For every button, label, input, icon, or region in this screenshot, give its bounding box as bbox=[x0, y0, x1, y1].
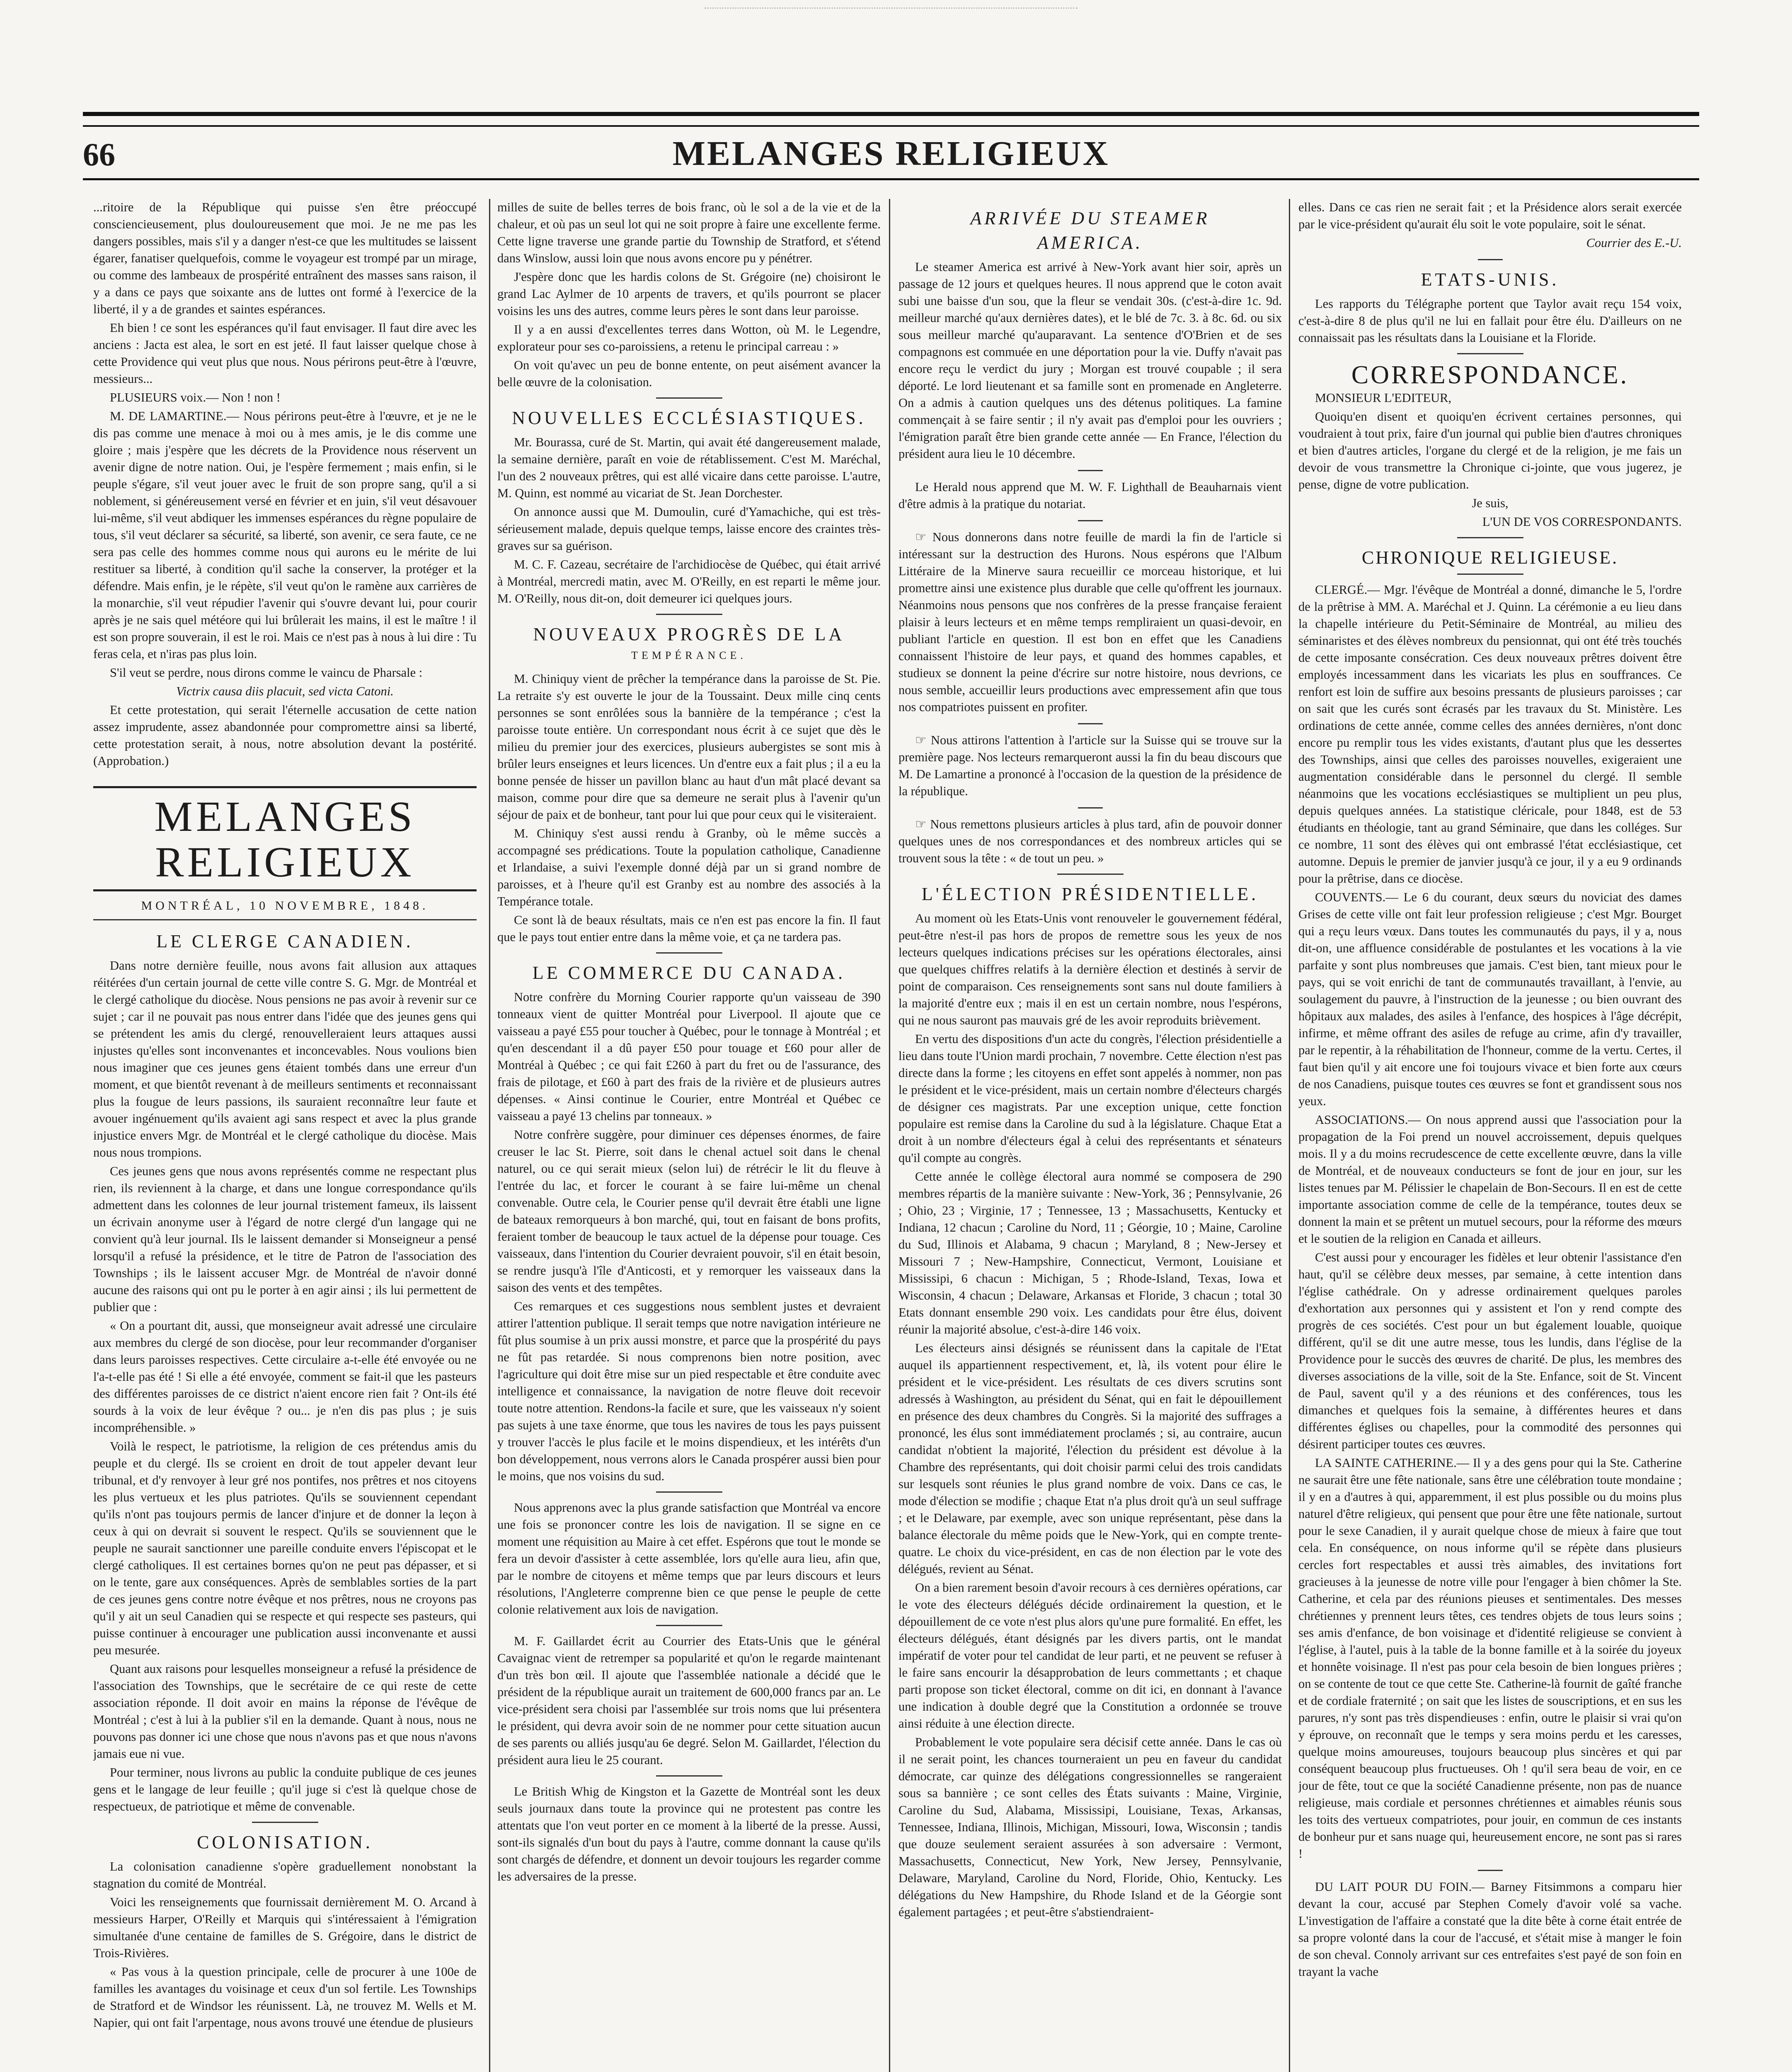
separator bbox=[1057, 874, 1124, 875]
notice-paragraph: ☞ Nous donnerons dans notre feuille de mardi la fin de l'article si intéressant sur la destruction des Hurons. Nous espérons que l'Album Littéraire de la Minerve saura recueillir ce morceau historique, et lui promettre ainsi une existence plus durable que celle qu'offrent les journaux. Néanmoins nous pensons que nos confrères de la presse française feraient plaisir à leurs lecteurs et en même temps rempliraient un quasi-devoir, en publiant l'article en question. Il est bon en effet que les Canadiens connaissent l'histoire de leur pays, et quand des hommes capables, et studieux se donnent la peine d'écrire sur notre histoire, nous devrions, ce nous semble, accueillir leurs productions avec empressement afin que tous nos compatriotes puissent en profiter. bbox=[898, 530, 1282, 714]
column-2 bbox=[497, 199, 881, 2072]
paragraph: Eh bien ! ce sont les espérances qu'il faut envisager. Il faut dire avec les anciens : Jacta est alea, le sort en est jeté. Il faut laisser quelque chose à cette Providence qui veut plus que nous. Nous périrons peut-être à l'œuvre, messieurs... bbox=[93, 321, 477, 386]
paragraph: CLERGÉ.— Mgr. l'évêque de Montréal a donné, dimanche le 5, l'ordre de la prêtrise à MM. A. Maréchal et J. Quinn. La cérémonie a eu lieu dans la chapelle intérieure du Petit-Séminaire de Montréal, au milieu des séminaristes et des élèves nombreux du pensionnat, qui ont été très touchés de cette imposante consécration. Ces deux nouveaux prêtres doivent être employés incessamment dans les vicariats les plus en souffrances. Ce renfort est loin de suffire aux besoins pressants de plusieurs paroisses ; car on sait que les curés sont écrasés par les travaux du St. Ministère. Les ordinations de cette année, comme celles des années dernières, n'ont donc encore pu remplir tous les vides existants, d'autant plus que les dessertes des Townships, ainsi que celles des paroisses nouvelles, exigeraient une augmentation considérable dans le personnel du clergé. Il semble néanmoins que les vocations ecclésiastiques se multiplient un peu plus, depuis quelques années. La statistique cléricale, pour 1848, est de 53 étudiants en théologie, tant au grand Séminaire, que dans les colléges. Sur ce nombre, 11 sont des élèves qui ont embrassé l'état ecclésiastique, cet automne. Depuis le premier de janvier jusqu'à ce jour, il y a eu 9 ordinands pour la prêtrise, dans ce diocèse. bbox=[1298, 583, 1682, 886]
section-heading-etats-unis: ETATS-UNIS. bbox=[1421, 269, 1560, 290]
salutation: MONSIEUR L'EDITEUR, bbox=[1315, 391, 1452, 405]
dateline-rule bbox=[93, 919, 477, 920]
section-heading-clerge: LE CLERGE CANADIEN. bbox=[156, 931, 414, 951]
masthead: MELANGES RELIGIEUX bbox=[93, 786, 477, 891]
quote-paragraph: « On a pourtant dit, aussi, que monseigneur avait adressé une circulaire aux membres du clergé de son diocèse, pour leur recommander d'organiser dans leurs paroisses respectives. Cette circulaire a-t-elle été envoyée ou ne l'a-t-elle pas été ! Si elle a été envoyée, comment se fait-il que les pasteurs des différentes paroisses de ce district n'aient encore rien fait ? Ont-ils été sourds à la voix de leur évêque ? ou... je n'en dis pas plus ; je suis incompréhensible. » bbox=[93, 1319, 477, 1435]
separator bbox=[656, 1625, 722, 1626]
paragraph: « Pas vous à la question principale, celle de procurer à une 100e de familles les avantages du voisinage et ceux d'un sol fertile. Les Townships de Stratford et de Windsor les réunissent. Là, ne trouvez M. Wells et M. Napier, qui ont fait l'arpentage, nous avons trouvé une étendue de plusieurs bbox=[93, 1965, 477, 2030]
section-heading-election: L'ÉLECTION PRÉSIDENTIELLE. bbox=[921, 884, 1259, 904]
paragraph: On annonce aussi que M. Dumoulin, curé d'Yamachiche, qui est très-sérieusement malade, depuis quelque temps, laisse encore des craintes très-graves sur sa guérison. bbox=[497, 505, 881, 553]
top-margin-marks bbox=[705, 7, 1078, 25]
separator bbox=[1078, 723, 1103, 724]
paragraph: Probablement le vote populaire sera décisif cette année. Dans le cas où il ne serait point, les chances tourneraient un peu en faveur du candidat démocrate, car quinze des délégations congressionnelles se rangeraient sous sa bannière ; ce sont celles des États suivants : Maine, Virginie, Caroline du Sud, Alabama, Mississipi, Louisiane, Texas, Arkansas, Tennessee, Indiana, Illinois, Michigan, Missouri, Iowa, Wisconsin ; tandis que douze seulement seraient assurées à son adversaire : Vermont, Massachusetts, Connecticut, New York, New Jersey, Pennsylvanie, Delaware, Maryland, Caroline du Nord, Floride, Ohio, Kentucky. Les délégations du New Hampshire, du Rhode Island et de la Géorgie sont également partagées ; et peut-être s'abstiendraient- bbox=[898, 1735, 1282, 1919]
paragraph: On voit qu'avec un peu de bonne entente, on peut aisément avancer la belle œuvre de la colonisation. bbox=[497, 358, 881, 389]
latin-quote: Victrix causa diis placuit, sed victa Catoni. bbox=[176, 684, 394, 698]
column-divider bbox=[489, 199, 490, 2072]
paragraph: Le steamer America est arrivé à New-York avant hier soir, après un passage de 12 jours et quelques heures. Il nous apprend que le coton avait subi une baisse d'un sou, que la fleur se vendait 30s. (c'est-à-dire 1c. 9d. meilleur marché qu'aux dernières dates), et le blé de 7c. 3. à 8c. 6d. ou six sous meilleur marché qu'auparavant. La sentence d'O'Brien et de ses compagnons est commuée en une déportation pour la vie. Duffy n'avait pas encore reçu le verdict du jury ; Morgan est trouvé coupable ; il sera déporté. Le lord lieutenant et sa famille sont en promenade en Angleterre. On a admis à caution quelques uns des détenus politiques. La famine commençait à se faire sentir ; il n'y avait pas d'emploi pour les ouvriers ; l'émigration paraît être bien grande cette année — En France, l'élection du président aura lieu le 10 décembre. bbox=[898, 260, 1282, 461]
section-subheading: TEMPÉRANCE. bbox=[631, 649, 747, 661]
page-number: 66 bbox=[83, 136, 115, 172]
paragraph: milles de suite de belles terres de bois franc, où le sol a de la vie et de la chaleur, et où pas un seul lot qui ne soit propre à faire une excellente ferme. Cette ligne traverse une grande partie du Township de Stratford, et s'étend dans Winslow, aussi loin que nous avons encore pu y pénétrer. bbox=[497, 200, 881, 265]
separator bbox=[1478, 1870, 1503, 1871]
paragraph: M. F. Gaillardet écrit au Courrier des Etats-Unis que le général Cavaignac vient de retremper sa popularité et qu'on le regarde maintenant d'un très bon œil. Il ajoute que l'assemblée nationale a décidé que le président de la république aurait un traitement de 600,000 francs par an. Le vice-président sera choisi par l'assemblée sur trois noms que lui présentera le président, qui devra avoir soin de ne nommer pour cette situation aucun de ses parents ou alliés jusqu'au 6e degré. Selon M. Gaillardet, l'élection du président aura lieu le 25 courant. bbox=[497, 1634, 881, 1767]
header-rule-bottom bbox=[83, 178, 1699, 180]
paragraph: S'il veut se perdre, nous dirons comme le vaincu de Pharsale : bbox=[110, 666, 423, 680]
paragraph: Les électeurs ainsi désignés se réunissent dans la capitale de l'Etat auquel ils appartiennent respectivement, et, là, ils votent pour élire le président et le vice-président. Les résultats de ces divers scrutins sont adressés à Washington, au président du Sénat, qui en fait le dépouillement en présence des deux chambres du Congrès. Si la majorité des suffrages a prononcé, les élus sont immédiatement proclamés ; si, au contraire, aucun candidat n'obtient la majorité, l'élection du président est dévolue à la Chambre des représentants, qui doit choisir parmi celui des trois candidats sur lesquels sont réunies le plus grand nombre de voix. Dans ce cas, le mode d'élection se modifie ; chaque Etat n'a plus droit qu'à un seul suffrage ; et le Delaware, par exemple, avec son unique représentant, pèse dans la balance électorale du même poids que le New-York, qui en compte trente-quatre. Le choix du vice-président, en cas de non élection par le vote des délégués, revient au Sénat. bbox=[898, 1341, 1282, 1576]
separator bbox=[1478, 259, 1503, 260]
header-rule bbox=[83, 112, 1699, 127]
separator bbox=[1457, 353, 1523, 354]
paragraph: Nous apprenons avec la plus grande satisfaction que Montréal va encore une fois se prononcer contre les lois de navigation. Il se signe en ce moment une réquisition au Maire à cet effet. Espérons que tout le monde se fera un devoir d'assister à cette assemblée, lors qu'elle aura lieu, afin que, par le nombre de citoyens et même temps que par leurs discours et leurs résolutions, l'Angleterre comprenne bien ce que pense le peuple de cette colonie relativement aux lois de navigation. bbox=[497, 1501, 881, 1617]
section-heading-commerce: LE COMMERCE DU CANADA. bbox=[532, 963, 846, 983]
notice-paragraph: ☞ Nous remettons plusieurs articles à plus tard, afin de pouvoir donner quelques unes de nos correspondances et des nombreux articles qui se trouvent sous la tête : « de tout un peu. » bbox=[898, 817, 1282, 865]
paragraph: Mr. Bourassa, curé de St. Martin, qui avait été dangereusement malade, la semaine dernière, paraît en voie de rétablissement. C'est M. Maréchal, l'un des 2 nouveaux prêtres, qui est allé vicaire dans cette paroisse. L'autre, M. Quinn, est nommé au vicariat de St. Jean Dorchester. bbox=[497, 435, 881, 500]
paragraph: Quoiqu'en disent et quoiqu'en écrivent certaines personnes, qui voudraient à tout prix, faire d'un journal qui publie bien d'autres chroniques et bien d'autres articles, l'organe du clergé et de la religion, je me fais un devoir de vous transmettre la Chronique ci-jointe, que vous jugerez, je pense, digne de votre publication. bbox=[1298, 409, 1682, 491]
paragraph: La colonisation canadienne s'opère graduellement nonobstant la stagnation du comité de Montréal. bbox=[93, 1859, 477, 1890]
paragraph: Quant aux raisons pour lesquelles monseigneur a refusé la présidence de l'association des Townships, que le secrétaire de ce qui reste de cette association réponde. Il doit avoir en mains la réponse de l'évêque de Montréal ; c'est à lui à la publier s'il en la demande. Quant à nous, nous ne pouvons pas donner ici une chose que nous n'avons pas et que nous n'avons jamais eue ni vue. bbox=[93, 1662, 477, 1761]
section-heading-colonisation: COLONISATION. bbox=[197, 1832, 373, 1852]
paragraph: M. Chiniquy vient de prêcher la tempérance dans la paroisse de St. Pie. La retraite s'y est ouverte le jour de la Toussaint. Deux mille cinq cents personnes se sont enrôlées sous la bannière de la tempérance ; c'est la paroisse toute entière. Un correspondant nous écrit à ce sujet que dès le milieu du premier jour des exercices, plusieurs aubergistes se sont mis à brûler leurs enseignes et leurs licences. Un d'entre eux a fait plus ; il a eu la bonne pensée de hisser un pavillon blanc au haut d'un mât placé devant sa maison, comme pour dire que sa demeure ne serait plus à l'avenir qu'un séjour de paix et de bonheur, tant pour lui que pour ceux qui le visiteraient. bbox=[497, 672, 881, 822]
page-header bbox=[83, 112, 1699, 191]
paragraph: Le Herald nous apprend que M. W. F. Lighthall de Beauharnais vient d'être admis à la pratique du notariat. bbox=[898, 480, 1282, 511]
notice-paragraph: ☞ Nous attirons l'attention à l'article sur la Suisse qui se trouve sur la première page. Nos lecteurs remarqueront aussi la fin du beau discours que M. De Lamartine a prononcé à l'occasion de la question de la présidence de la république. bbox=[898, 733, 1282, 798]
running-title: MELANGES RELIGIEUX bbox=[672, 134, 1110, 173]
paragraph: PLUSIEURS voix.— Non ! non ! bbox=[110, 390, 281, 404]
section-heading-temperance: NOUVEAUX PROGRÈS DE LA bbox=[533, 624, 845, 644]
paragraph: Et cette protestation, qui serait l'éternelle accusation de cette nation assez imprudente, assez abandonnée pour compromettre ainsi sa liberté, cette protestation serait, à nous, notre absolution devant la postérité. (Approbation.) bbox=[93, 703, 477, 768]
paragraph: COUVENTS.— Le 6 du courant, deux sœurs du noviciat des dames Grises de cette ville ont fait leur profession religieuse ; c'est Mgr. Bourget qui a reçu leurs vœux. Dans toutes les communautés du pays, il y a, nous dit-on, une affluence considérable de postulantes et les vocations à la vie parfaite y sont plus nombreuses que jamais. C'est bien, tant mieux pour le pays, qui se voit enrichi de tant de communautés travaillant, à l'envie, au soulagement du pauvre, à l'instruction de la jeunesse ; ou bien ouvrant des hôpitaux aux malades, des asiles à l'enfance, des hospices à l'âge décrépit, infirme, et même offrant des asiles de refuge au crime, afin d'y travailler, par le repentir, à la réhabilitation de l'honneur, comme de la vertu. Certes, il faut bien qu'il y ait encore une foi toujours vivace et bien forte aux cœurs de nos Canadiens, puisque toutes ces œuvres se font et grandissent sous nos yeux. bbox=[1298, 890, 1682, 1108]
separator bbox=[656, 952, 722, 954]
paragraph: Ce sont là de beaux résultats, mais ce n'en est pas encore la fin. Il faut que le pays tout entier entre dans la même voie, et ça ne tardera pas. bbox=[497, 913, 881, 944]
separator bbox=[252, 1822, 318, 1823]
section-subheading-america: AMERICA. bbox=[1037, 232, 1143, 253]
paragraph: Il y a en aussi d'excellentes terres dans Wotton, où M. le Legendre, explorateur pour ses co-paroissiens, a retenu le principal carreau : » bbox=[497, 322, 881, 353]
paragraph: Les rapports du Télégraphe portent que Taylor avait reçu 154 voix, c'est-à-dire 8 de plus qu'il ne lui en fallait pour être élu. D'ailleurs on ne connaissait pas les résultats dans la Louisiane et la Floride. bbox=[1298, 297, 1682, 345]
paragraph: Ces jeunes gens que nous avons représentés comme ne respectant plus rien, ils reviennent à la charge, et dans une longue correspondance qu'ils admettent dans les colonnes de leur journal tristement fameux, ils laissent un écrivain anonyme user à l'égard de notre clergé d'un langage qui ne convient qu'à leur journal. Ils le laissent demander si Monseigneur a pensé lorsqu'il a refusé la présidence, et le titre de Patron de l'association des Townships ; ils le laissent accuser Mgr. de Montréal de n'avoir donné aucune des raisons qui ont pu le porter à en agir ainsi ; ils lui permettent de publier que : bbox=[93, 1164, 477, 1314]
paragraph: Voici les renseignements que fournissait dernièrement M. O. Arcand à messieurs Harper, O'Reilly et Marquis qui s'intéressaient à l'émigration simultanée d'une centaine de familles de S. Grégoire, dans le district de Trois-Rivières. bbox=[93, 1895, 477, 1960]
paragraph: Notre confrère du Morning Courier rapporte qu'un vaisseau de 390 tonneaux vient de quitter Montréal pour Liverpool. Il ajoute que ce vaisseau a payé £55 pour toucher à Québec, pour le tonnage à Montréal ; et qu'en descendant il a dû payer £50 pour touage et £60 pour aller de Montréal à Québec ; ce qui fait £260 à part du fret ou de l'assurance, des frais de pilotage, et £60 à part des frais de la rivière et de plusieurs autres dépenses. « Ainsi continue le Courier, entre Montréal et Québec ce vaisseau a payé 13 chelins par tonneaux. » bbox=[497, 990, 881, 1123]
paragraph: M. DE LAMARTINE.— Nous périrons peut-être à l'œuvre, et je ne le dis pas comme une menace à moi ou à mes amis, je le dis comme une gloire ; mais j'espère que les décrets de la Providence nous réservent un avenir digne de notre nation. Oui, je l'espère fermement ; mais enfin, si le peuple s'égare, s'il veut jouer avec le fruit de son propre sang, qu'il a si noblement, si généreusement versé en février et en juin, s'il veut désavouer lui-même, s'il veut abdiquer les immenses espérances du règne populaire de tous, s'il veut déclarer sa sécurité, sa liberté, son avenir, ce sera faute, ce ne sera pas celle des hommes comme nous qui aurons eu le mérite de lui restituer sa liberté, à condition qu'il sache la conserver, la protéger et la défendre. Mais enfin, je le répète, s'il veut qu'on le ramène aux carrières de la monarchie, s'il veut répudier l'avenir qui s'ouvre devant lui, pour courir après je ne sais quel météore qui lui brûlerait les mains, il est le maître ! il est son propre souverain, il est le roi. Mais ce n'est pas à nous à lui dire : Tu feras cela, et n'iras pas plus loin. bbox=[93, 409, 477, 661]
paragraph: ...ritoire de la République qui puisse s'en être préoccupé consciencieusement, plus douloureusement que moi. Je ne me pas les dangers possibles, mais s'il y a danger n'est-ce que les multitudes se laissent égarer, fanatiser quelquefois, comme le voyageur est trompé par un mirage, ou comme des lambeaux de prospérité entraînent des masses sans raison, il y a dans ce pays que soixante ans de luttes ont formé à l'exercice de la liberté, il y a de grandes et saintes espérances. bbox=[93, 200, 477, 316]
column-divider bbox=[1289, 199, 1290, 2072]
signature: L'UN DE VOS CORRESPONDANTS. bbox=[1482, 515, 1682, 529]
dateline: MONTRÉAL, 10 NOVEMBRE, 1848. bbox=[141, 899, 429, 913]
section-heading-steamer: ARRIVÉE DU STEAMER bbox=[970, 208, 1210, 228]
separator bbox=[656, 614, 722, 615]
paragraph: Au moment où les Etats-Unis vont renouveler le gouvernement fédéral, peut-être n'est-il pas hors de propos de remettre sous les yeux de nos lecteurs quelques indications précises sur les opérations électorales, ainsi que quelques chiffres relatifs à la dernière élection et destinés à servir de point de comparaison. Ces renseignements sont sans nul doute familiers à la majorité d'entre eux ; mais il en est un certain nombre, nous l'espérons, qui ne nous sauront pas mauvais gré de les avoir reproduits brièvement. bbox=[898, 911, 1282, 1027]
paragraph: M. Chiniquy s'est aussi rendu à Granby, où le même succès a accompagné ses prédications. Toute la population catholique, Canadienne et Irlandaise, a suivi l'exemple donné déjà par un si grand nombre de paroisses, et à l'heure qu'il est Granby est au nombre des associés à la Tempérance totale. bbox=[497, 826, 881, 908]
source-credit: Courrier des E.-U. bbox=[1586, 236, 1682, 250]
closing: Je suis, bbox=[1472, 496, 1509, 510]
column-3 bbox=[898, 199, 1282, 2072]
paragraph: ASSOCIATIONS.— On nous apprend aussi que l'association pour la propagation de la Foi prend un nouvel accroissement, depuis quelques mois. Il y a du moins recrudescence de cette excellente œuvre, dans la ville de Montréal, et de nouveaux conducteurs se font de jour en jour, sur les listes tenues par M. Pélissier le chapelain de Bon-Secours. Il en est de cette importante association comme de celle de la tempérance, toutes deux se donnent la main et se prêtent un mutuel secours, pour la réforme des mœurs et le soutien de la religion en Canada et ailleurs. bbox=[1298, 1113, 1682, 1246]
column-divider bbox=[889, 199, 890, 2072]
paragraph: DU LAIT POUR DU FOIN.— Barney Fitsimmons a comparu hier devant la cour, accusé par Stephen Comely d'avoir volé sa vache. L'investigation de l'affaire a constaté que la dite bête à corne était entrée de sa propre volonté dans la cour de l'accusé, et s'était mise à manger le foin de son cheval. Connoly arrivant sur ces entrefaites s'est payé de son foin en trayant la vache bbox=[1298, 1880, 1682, 1979]
paragraph: LA SAINTE CATHERINE.— Il y a des gens pour qui la Ste. Catherine ne saurait être une fête nationale, sans être une célébration toute mondaine ; il y en a d'autres à qui, apparemment, il est plus possible ou du moins plus naturel d'être religieux, qui pensent que pour être une fête nationale, surtout pour le sexe Canadien, il y aurait quelque chose de mieux à faire que tout cela. En conséquence, on nous informe qu'il se répète dans plusieurs cercles fort respectables et aussi très aimables, des invitations fort gracieuses à la jeunesse de notre ville pour l'engager à bien chômer la Ste. Catherine, et cela par des réunions pieuses et sentimentales. Des messes chrétiennes y prennent leurs têtes, ces tendres objets de tous leurs soins ; ses amis d'enfance, de bon voisinage et d'identité religieuse se convient à l'église, à l'autel, puis à la table de la bonne famille et à la soirée du joyeux et honnête voisinage. Il n'est pas pour cela besoin de bien longues prières ; on se contente de tout ce que cette Ste. Catherine-là fournit de gaîté franche et de cordiale fraternité ; on sait que les listes de souscriptions, et en sus les parures, n'y sont pas très dispendieuses : enfin, outre le plaisir si vrai qu'on y éprouve, on reconnaît que le temps y sera moins perdu et les caresses, quelque moins amoureuses, toujours beaucoup plus sincères et qui par conséquent beaucoup plus fructueuses. Oh ! qu'il sera beau de voir, en ce jour de fête, tout ce que la société Canadienne présente, non pas de nuance religieuse, mais cordiale et personnes chrétiennes et aimables réunis sous les toits des vertueux compatriotes, pour jouir, en commun de ces instants de bonheur pur et sans nuage qui, heureusement encore, ne sont pas si rares ! bbox=[1298, 1456, 1682, 1861]
section-heading-chronique: CHRONIQUE RELIGIEUSE. bbox=[1361, 547, 1619, 568]
column-4 bbox=[1298, 199, 1682, 2072]
section-heading-correspondance: CORRESPONDANCE. bbox=[1351, 361, 1629, 389]
separator bbox=[1078, 520, 1103, 521]
paragraph: On a bien rarement besoin d'avoir recours à ces dernières opérations, car le vote des électeurs délégués décide ordinairement la question, et le dépouillement de ce vote n'est plus alors qu'une pure formalité. En effet, les électeurs délégués, étant désignés par les divers partis, ont le mandat impératif de voter pour tel candidat de leur parti, et ne peuvent se refuser à le faire sans encourir la désapprobation de leurs commettants ; et chaque parti propose son ticket électoral, comme on dit ici, en donnant à l'avance une indication à double degré que la Constitution a ordonnée se trouve ainsi réduite à une élection directe. bbox=[898, 1581, 1282, 1731]
paragraph: Voilà le respect, le patriotisme, la religion de ces prétendus amis du peuple et du clergé. Ils se croient en droit de tout appeler devant leur tribunal, et d'y renvoyer à leur gré nos pontifes, nos prêtres et nos citoyens les plus vertueux et les plus patriotes. Qu'ils se souviennent cependant qu'ils n'ont pas toujours permis de lancer d'injure et de donner la leçon à ceux à qui on devrait si souvent le respect. Qu'ils se souviennent que le peuple ne saurait sanctionner une pareille conduite envers l'épiscopat et le clergé catholiques. Il est certaines bornes qu'on ne peut pas dépasser, et si on le tente, gare aux conséquences. Après de semblables sorties de la part de ces jeunes gens contre notre évêque et nos prêtres, nous ne croyons pas qu'il y ait un seul Canadien qui se respecte et qui respecte ses pasteurs, qui puisse continuer à encourager une publication aussi inconvenante et aussi peu mesurée. bbox=[93, 1439, 477, 1657]
paragraph: Ces remarques et ces suggestions nous semblent justes et devraient attirer l'attention publique. Il serait temps que notre navigation intérieure ne fût plus soumise à un prix aussi monstre, et parce que la prospérité du pays ne fût pas retardée. Si nous comprenons bien notre position, avec l'agriculture qui doit être mise sur un pied respectable et être conduite avec intelligence et connaissance, la navigation de notre fleuve doit recevoir toute notre attention. Rendons-la facile et sure, que les vaisseaux n'y soient pas sujets à une taxe énorme, que tous les navires de tous les pays puissent y trouver l'accès le plus facile et le moins dispendieux, et les intérêts d'un bon développement, nous verrons alors le Canada prospérer aussi bien pour le moins, que nos voisins du sud. bbox=[497, 1299, 881, 1483]
paragraph: Notre confrère suggère, pour diminuer ces dépenses énormes, de faire creuser le lac St. Pierre, soit dans le chenal actuel soit dans le chenal naturel, ou ce qui serait mieux (selon lui) de rétrécir le lit du fleuve à l'entrée du lac, et forcer le courant à se faire lui-même un chenal convenable. Outre cela, le Courier pense qu'il devrait être établi une ligne de bateaux remorqueurs à bon marché, qui, tout en faisant de bons profits, feraient tomber de beaucoup le taux actuel de la dépense pour touage. Ces vaisseaux, dans l'intention du Courier devraient pouvoir, s'il en était besoin, se rendre jusqu'à l'île d'Anticosti, et y remorquer les vaisseaux dans la saison des vents et des tempêtes. bbox=[497, 1128, 881, 1295]
separator bbox=[656, 1491, 722, 1493]
paragraph: elles. Dans ce cas rien ne serait fait ; et la Présidence alors serait exercée par le vice-président qu'aurait élu soit le vote populaire, soit le sénat. bbox=[1298, 200, 1682, 231]
paragraph: Cette année le collège électoral aura nommé se composera de 290 membres répartis de la manière suivante : New-York, 36 ; Pennsylvanie, 26 ; Ohio, 23 ; Virginie, 17 ; Tennessee, 13 ; Massachusetts, Kentucky et Indiana, 12 chacun ; Caroline du Nord, 11 ; Géorgie, 10 ; Maine, Caroline du Sud, Illinois et Alabama, 9 chacun ; Maryland, 8 ; New-Jersey et Missouri 7 ; New-Hampshire, Connecticut, Vermont, Louisiane et Mississipi, 6 chacun : Michigan, 5 ; Rhode-Island, Texas, Iowa et Wisconsin, 4 chacun ; Delaware, Arkansas et Floride, 3 chacun ; total 30 Etats donnant ensemble 290 voix. Les candidats pour être élus, doivent réunir la majorité absolue, c'est-à-dire 146 voix. bbox=[898, 1169, 1282, 1336]
separator bbox=[1457, 537, 1523, 538]
separator bbox=[1078, 807, 1103, 808]
separator bbox=[1078, 470, 1103, 471]
section-heading-ecclesiastiques: NOUVELLES ECCLÉSIASTIQUES. bbox=[512, 408, 866, 428]
paragraph: Pour terminer, nous livrons au public la conduite publique de ces jeunes gens et le langage de leur feuille ; qu'il juge si c'est là quelque chose de respectueux, de patriotique et même de convenable. bbox=[93, 1765, 477, 1813]
paragraph: Le British Whig de Kingston et la Gazette de Montréal sont les deux seuls journaux dans toute la province qui ne protestent pas contre les attentats que l'on veut porter en ce moment à la liberté de la presse. Aussi, sont-ils signalés d'un bout du pays à l'autre, comme donnant la cause qu'ils sont chargés de défendre, et donnent un devoir toujours les regarder comme les adversaires de la presse. bbox=[497, 1784, 881, 1883]
paragraph: J'espère donc que les hardis colons de St. Grégoire (ne) choisiront le grand Lac Aylmer de 10 arpents de travers, et qu'ils pourront se placer voisins les uns des autres, comme leurs pères le sont dans leur paroisse. bbox=[497, 270, 881, 318]
separator bbox=[656, 1775, 722, 1777]
paragraph: Dans notre dernière feuille, nous avons fait allusion aux attaques réitérées d'un certain journal de cette ville contre S. G. Mgr. de Montréal et le clergé catholique du diocèse. Nous pensions ne pas avoir à revenir sur ce sujet ; car il ne pouvait pas nous entrer dans l'idée que des jeunes gens qui se prétendent les amis du clergé, renouvelleraient leurs attaques aussi injustes qu'elles sont inconvenantes et inconcevables. Nous voulions bien nous imaginer que ces jeunes gens étaient tombés dans une erreur d'un moment, et que bientôt revenant à de meilleurs sentiments et reconnaissant plus la fougue de leurs passions, ils sauraient reconnaître leur faute et avouer ingénuement qu'ils avaient agi sans respect et avec la plus grande injustice envers Mgr. de Montréal et le clergé catholique du diocèse. Mais nous nous trompions. bbox=[93, 959, 477, 1159]
separator bbox=[1457, 574, 1523, 575]
separator bbox=[656, 397, 722, 399]
paragraph: C'est aussi pour y encourager les fidèles et leur obtenir l'assistance d'en haut, qu'il se célèbre deux messes, par semaine, à cette intention dans l'église cathédrale. On y adresse ordinairement quelques paroles d'exhortation aux personnes qui y assistent et l'on y rend compte des progrès de ces sociétés. C'est pour un but également louable, quoique différent, qu'il se dit une autre messe, tous les lundis, dans l'église de la Providence pour le succès des œuvres de charité. De plus, les membres des diverses associations de la ville, soit de la Ste. Enfance, soit de St. Vincent de Paul, savent qu'il y a des réunions et des conférences, tous les dimanches et quelques fois la semaine, à différentes heures et dans différentes églises ou chapelles, pour la commodité des personnes qui désirent participer toutes ces œuvres. bbox=[1298, 1250, 1682, 1451]
paragraph: M. C. F. Cazeau, secrétaire de l'archidiocèse de Québec, qui était arrivé à Montréal, mercredi matin, avec M. O'Reilly, en est reparti le même jour. M. O'Reilly, nous dit-on, doit demeurer ici quelques jours. bbox=[497, 557, 881, 605]
column-1 bbox=[93, 199, 477, 2072]
paragraph: En vertu des dispositions d'un acte du congrès, l'élection présidentielle a lieu dans toute l'Union mardi prochain, 7 novembre. Cette élection n'est pas directe dans la forme ; les citoyens en effet sont appelés à nommer, non pas le président et le vice-président, mais un certain nombre d'électeurs chargés de désigner ces magistrats. Par une exception unique, cette fonction populaire est remise dans la Caroline du sud à la législature. Chaque Etat a droit à un nombre d'électeurs égal à celui des représentants et sénateurs qu'il compte au congrès. bbox=[898, 1032, 1282, 1165]
